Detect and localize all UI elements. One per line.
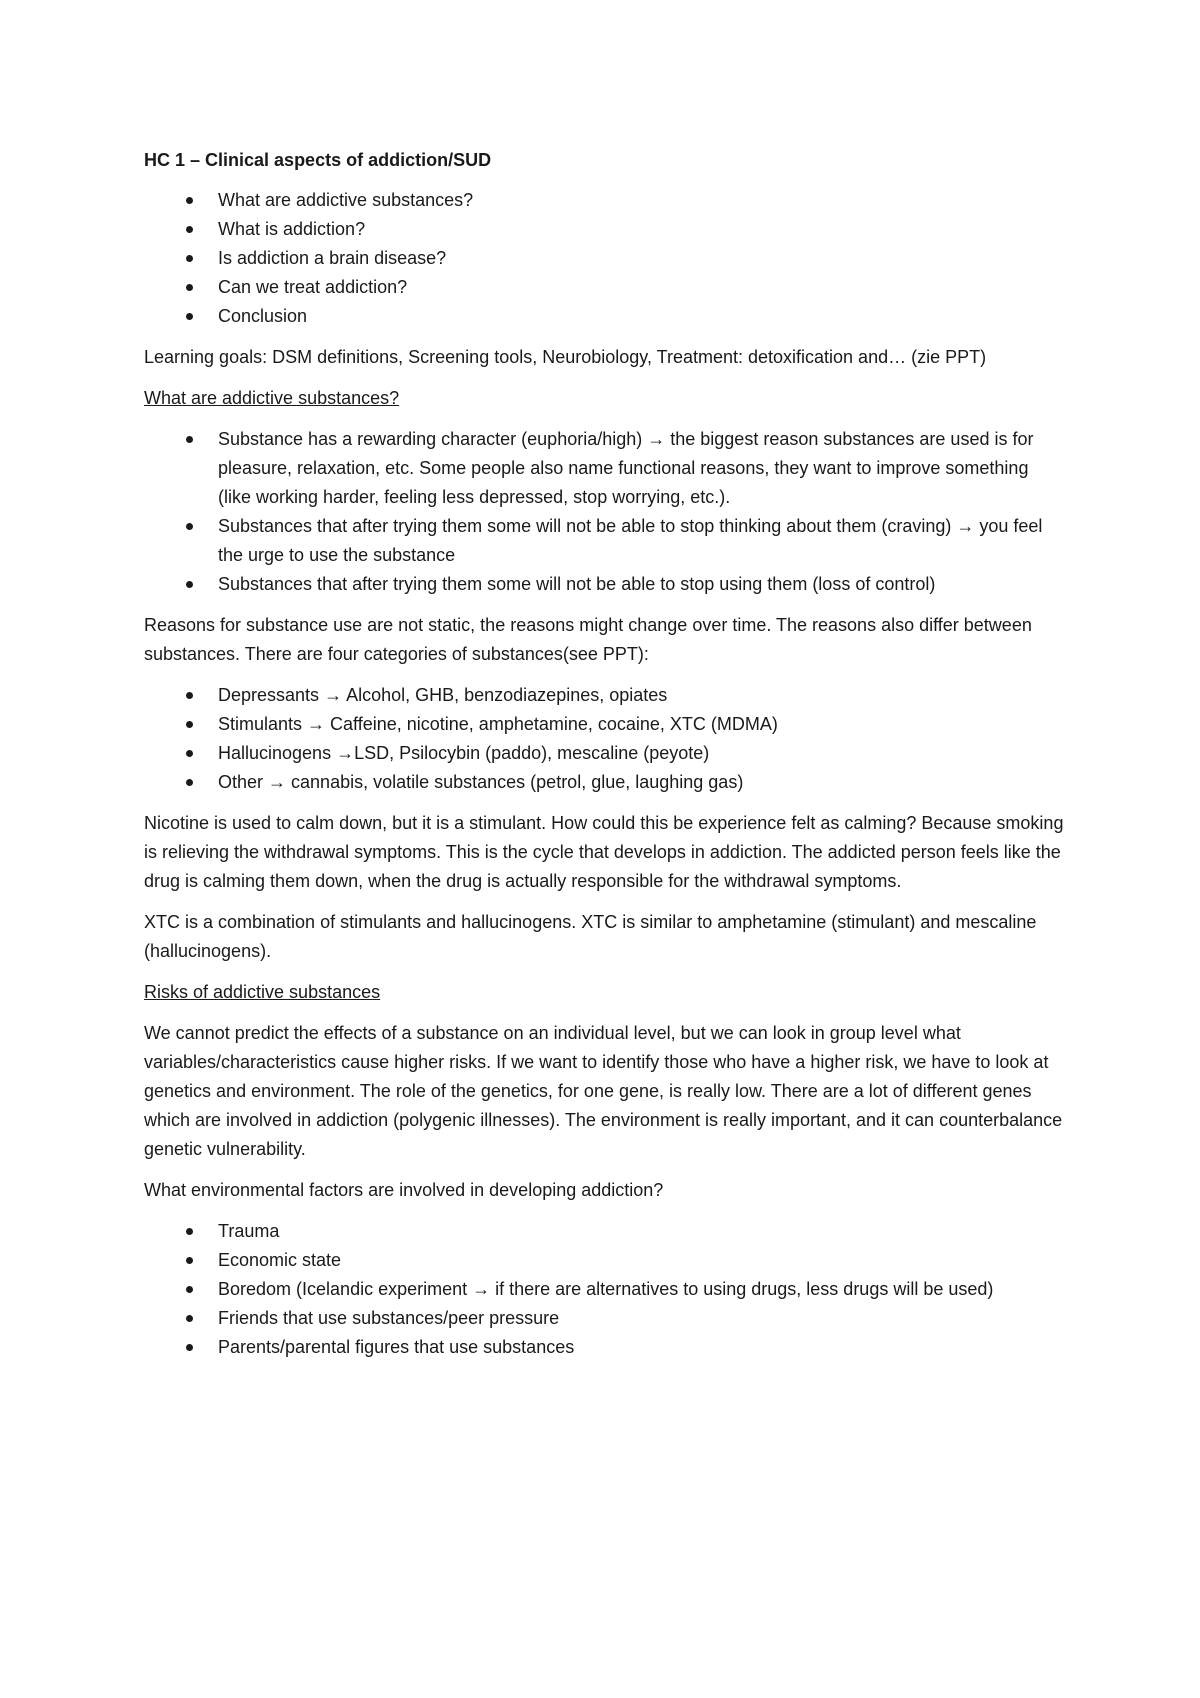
list-item: Stimulants → Caffeine, nicotine, amphetamine, cocaine, XTC (MDMA) [144, 710, 1064, 739]
bullet-icon [186, 779, 193, 786]
learning-goals: Learning goals: DSM definitions, Screening tools, Neurobiology, Treatment: detoxification and… (zie PPT) [144, 347, 987, 367]
bullet-icon [186, 255, 193, 262]
paragraph: XTC is a combination of stimulants and hallucinogens. XTC is similar to amphetamine (stimulant) and mescaline (hallucinogens). [144, 912, 1037, 961]
bullet-icon [186, 197, 193, 204]
list-item: Other → cannabis, volatile substances (petrol, glue, laughing gas) [144, 768, 1064, 797]
list-item: What is addiction? [144, 215, 1064, 244]
arrow-icon: → [268, 772, 287, 792]
list-item: Conclusion [144, 302, 1064, 331]
substance-criteria-list [144, 425, 1064, 599]
list-item: Depressants → Alcohol, GHB, benzodiazepines, opiates [144, 681, 1064, 710]
bullet-icon [186, 226, 193, 233]
arrow-icon: → [956, 516, 975, 536]
document-page [144, 146, 1064, 1374]
substance-categories-list [144, 681, 1064, 797]
bullet-icon [186, 523, 193, 530]
paragraph: Reasons for substance use are not static, the reasons might change over time. The reasons also differ between substances. There are four categories of substances(see PPT): [144, 615, 1032, 664]
paragraph: We cannot predict the effects of a substance on an individual level, but we can look in group level what variables/characteristics cause higher risks. If we want to identify those who have a higher risk, we have to look at genetics and environment. The role of the genetics, for one gene, is really low. There are a lot of different genes which are involved in addiction (polygenic illnesses). The environment is really important, and it can counterbalance genetic vulnerability. [144, 1023, 1063, 1159]
toc-list [144, 186, 1064, 331]
bullet-icon [186, 284, 193, 291]
list-item: Parents/parental figures that use substances [144, 1333, 1064, 1362]
paragraph: What environmental factors are involved in developing addiction? [144, 1180, 664, 1200]
list-item: Economic state [144, 1246, 1064, 1275]
bullet-icon [186, 692, 193, 699]
arrow-icon: → [472, 1279, 491, 1299]
bullet-icon [186, 1228, 193, 1235]
list-item: Can we treat addiction? [144, 273, 1064, 302]
bullet-icon [186, 436, 193, 443]
list-item: Substances that after trying them some will not be able to stop thinking about them (craving) → you feel the urge to use the substance [144, 512, 1064, 570]
list-item: Substance has a rewarding character (euphoria/high) → the biggest reason substances are used is for pleasure, relaxation, etc. Some people also name functional reasons, they want to improve something (like working harder, feeling less depressed, stop worrying, etc.). [144, 425, 1064, 512]
bullet-icon [186, 1286, 193, 1293]
list-item: Boredom (Icelandic experiment → if there are alternatives to using drugs, less drugs will be used) [144, 1275, 1064, 1304]
arrow-icon: → [324, 685, 343, 705]
bullet-icon [186, 1257, 193, 1264]
list-item: Substances that after trying them some will not be able to stop using them (loss of control) [144, 570, 1064, 599]
bullet-icon [186, 1344, 193, 1351]
bullet-icon [186, 581, 193, 588]
section-heading: Risks of addictive substances [144, 982, 381, 1002]
list-item: Hallucinogens →LSD, Psilocybin (paddo), mescaline (peyote) [144, 739, 1064, 768]
arrow-icon: → [647, 429, 666, 449]
arrow-icon: → [307, 714, 326, 734]
section-heading: What are addictive substances? [144, 388, 400, 408]
list-item: Trauma [144, 1217, 1064, 1246]
bullet-icon [186, 313, 193, 320]
document-title: HC 1 – Clinical aspects of addiction/SUD [144, 150, 492, 170]
list-item: Friends that use substances/peer pressure [144, 1304, 1064, 1333]
list-item: Is addiction a brain disease? [144, 244, 1064, 273]
paragraph: Nicotine is used to calm down, but it is a stimulant. How could this be experience felt as calming? Because smoking is relieving the withdrawal symptoms. This is the cycle that develops in addiction. The addicted person feels like the drug is calming them down, when the drug is actually responsible for the withdrawal symptoms. [144, 813, 1064, 891]
list-item: What are addictive substances? [144, 186, 1064, 215]
bullet-icon [186, 721, 193, 728]
bullet-icon [186, 750, 193, 757]
arrow-icon: → [336, 743, 355, 763]
bullet-icon [186, 1315, 193, 1322]
environmental-factors-list [144, 1217, 1064, 1362]
